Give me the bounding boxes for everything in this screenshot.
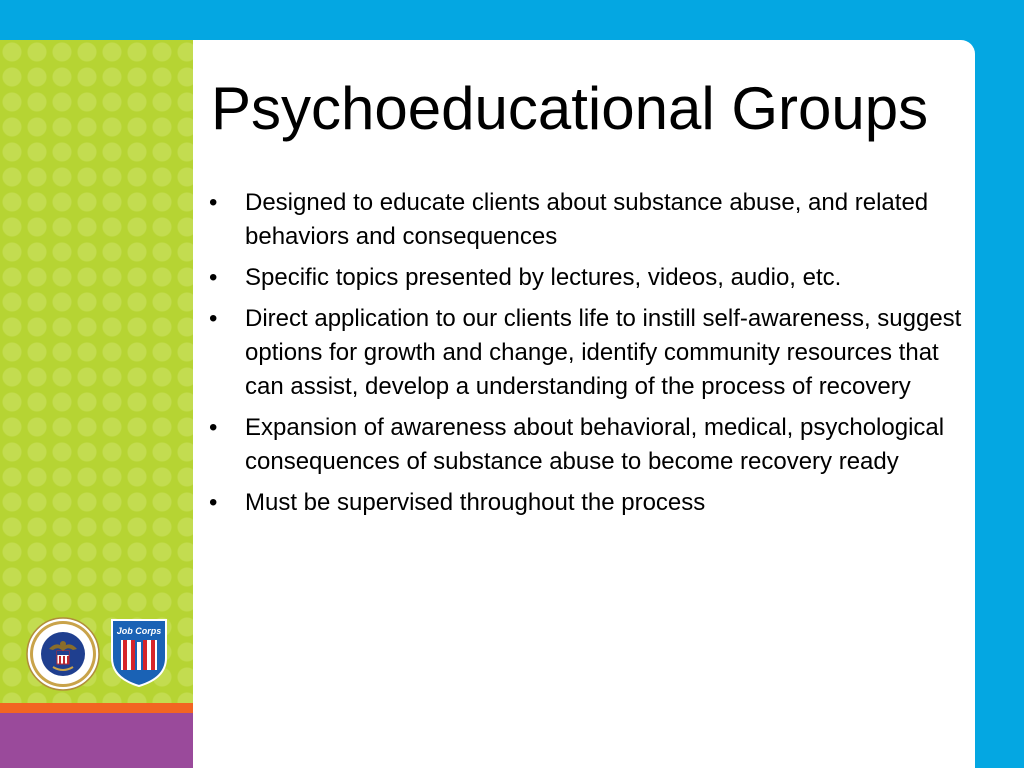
bullet-marker: • bbox=[209, 264, 218, 291]
bullet-item bbox=[209, 486, 969, 520]
bullet-item bbox=[209, 411, 969, 479]
decorative-purple-block bbox=[0, 713, 193, 768]
bullet-list bbox=[209, 186, 969, 527]
decorative-green-panel bbox=[0, 40, 193, 705]
department-of-labor-seal-icon bbox=[26, 617, 100, 691]
decorative-orange-stripe bbox=[0, 703, 193, 713]
bullet-marker: • bbox=[209, 305, 218, 332]
bullet-item bbox=[209, 302, 969, 404]
slide-content-card bbox=[193, 40, 975, 768]
bullet-marker: • bbox=[209, 189, 218, 216]
job-corps-logo-icon bbox=[108, 618, 170, 688]
bullet-marker: • bbox=[209, 414, 218, 441]
bullet-text: Specific topics presented by lectures, videos, audio, etc. bbox=[245, 264, 842, 291]
bullet-marker: • bbox=[209, 489, 218, 516]
bullet-text: Expansion of awareness about behavioral, medical, psychological consequences of substance abuse to become recovery ready bbox=[245, 414, 945, 475]
bullet-text: Must be supervised throughout the process bbox=[245, 489, 706, 516]
bullet-item bbox=[209, 261, 969, 295]
slide-title: Psychoeducational Groups bbox=[211, 75, 929, 142]
bullet-text: Designed to educate clients about substance abuse, and related behaviors and consequences bbox=[245, 189, 929, 250]
bullet-item bbox=[209, 186, 969, 254]
bullet-text: Direct application to our clients life to instill self-awareness, suggest options for growth and change, identify community resources that can assist, develop a understanding of the process of recovery bbox=[245, 305, 962, 400]
svg-text:Job Corps: Job Corps bbox=[116, 626, 162, 636]
